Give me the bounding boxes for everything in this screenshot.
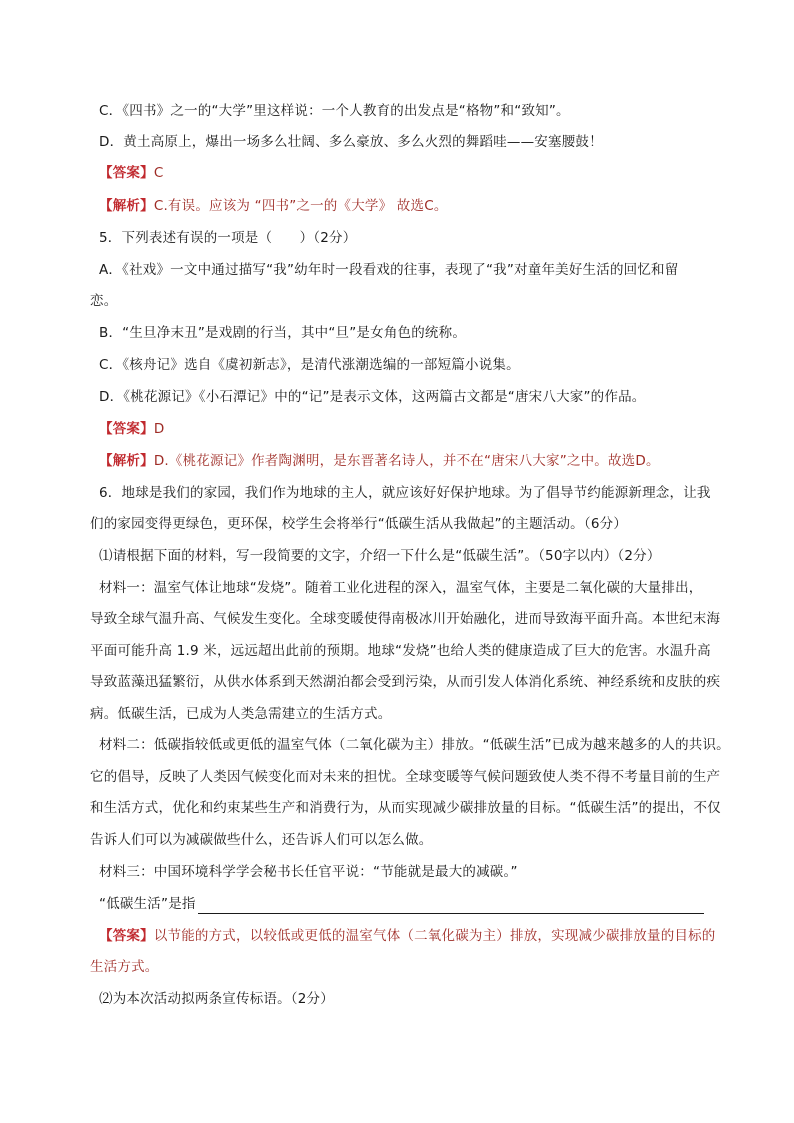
analysis-text: D.《桃花源记》作者陶渊明，是东晋著名诗人，并不在“唐宋八大家”之中。故选D。 xyxy=(153,453,660,469)
fill-in-blank xyxy=(99,894,704,914)
material-3: 材料三：中国环境科学学会秘书长任官平说：“节能就是最大的减碳。” xyxy=(99,864,518,880)
q4-analysis xyxy=(99,196,448,216)
answer-blank-line[interactable] xyxy=(198,898,704,914)
answer-text: 以节能的方式，以较低或更低的温室气体（二氧化碳为主）排放，实现减少碳排放量的目标的 xyxy=(153,928,716,944)
q5-stem: 5．下列表述有误的一项是（ ）（2分） xyxy=(99,230,357,246)
material-2-line: 告诉人们可以为减碳做些什么，还告诉人们可以怎么做。 xyxy=(90,832,433,848)
q6-stem: 6．地球是我们的家园，我们作为地球的主人，就应该好好保护地球。为了倡导节约能源新理念，让我 xyxy=(99,485,711,501)
fill-prompt: “低碳生活”是指 xyxy=(99,896,196,912)
answer-value: C xyxy=(153,165,164,181)
q6-answer xyxy=(99,926,716,946)
analysis-tag: 【解析】 xyxy=(99,198,154,214)
q5-option-b: B．“生旦净末丑”是戏剧的行当，其中“旦”是女角色的统称。 xyxy=(99,325,467,341)
q6-stem-cont: 们的家园变得更绿色，更环保，校学生会将举行“低碳生活从我做起”的主题活动。（6分） xyxy=(90,516,628,532)
q4-option-c: C．《四书》之一的“大学”里这样说：一个人教育的出发点是“格物”和“致知”。 xyxy=(99,103,570,119)
q5-answer xyxy=(99,419,164,439)
analysis-tag: 【解析】 xyxy=(99,453,154,469)
material-1-line: 平面可能升高 1.9 米，远远超出此前的预期。地球“发烧”也给人类的健康造成了巨大的危害。水温升高 xyxy=(90,643,711,659)
answer-value: D xyxy=(153,421,165,437)
material-1-line: 病。低碳生活，已成为人类急需建立的生活方式。 xyxy=(90,706,392,722)
material-1-line: 导致蓝藻迅猛繁衍，从供水体系到天然湖泊都会受到污染，从而引发人体消化系统、神经系统和皮肤的疾 xyxy=(90,674,721,690)
answer-tag: 【答案】 xyxy=(99,928,154,944)
material-1-line: 导致全球气温升高、气候发生变化。全球变暖使得南极冰川开始融化，进而导致海平面升高。本世纪末海 xyxy=(90,611,721,627)
material-2: 材料二：低碳指较低或更低的温室气体（二氧化碳为主）排放。“低碳生活”已成为越来越多的人的共识。 xyxy=(99,737,730,753)
material-2-line: 它的倡导，反映了人类因气候变化而对未来的担忧。全球变暖等气候问题致使人类不得不考量目前的生产 xyxy=(90,769,721,785)
material-1: 材料一：温室气体让地球“发烧”。随着工业化进程的深入，温室气体，主要是二氧化碳的大量排出， xyxy=(99,580,703,596)
q5-option-a-cont: 恋。 xyxy=(90,293,118,309)
q5-option-d: D．《桃花源记》《小石潭记》中的“记”是表示文体，这两篇古文都是“唐宋八大家”的作品。 xyxy=(99,389,646,405)
analysis-text: C.有误。应该为 “四书”之一的《大学》 故选C。 xyxy=(153,198,448,214)
q5-option-c: C．《核舟记》选自《虞初新志》，是清代涨潮选编的一部短篇小说集。 xyxy=(99,357,520,373)
answer-tag: 【答案】 xyxy=(99,165,154,181)
q6-answer-cont: 生活方式。 xyxy=(90,959,159,975)
q4-answer xyxy=(99,163,163,183)
q6-sub1: ⑴请根据下面的材料，写一段简要的文字，介绍一下什么是“低碳生活”。（50字以内）（2分） xyxy=(99,548,661,564)
material-2-line: 和生活方式，优化和约束某些生产和消费行为，从而实现减少碳排放量的目标。“低碳生活”的提出，不仅 xyxy=(90,800,721,816)
q5-option-a: A．《社戏》一文中通过描写“我”幼年时一段看戏的往事，表现了“我”对童年美好生活的回忆和留 xyxy=(99,262,679,278)
answer-tag: 【答案】 xyxy=(99,421,154,437)
q5-analysis xyxy=(99,451,660,471)
q6-sub2: ⑵为本次活动拟两条宣传标语。（2分） xyxy=(99,991,334,1007)
q4-option-d: D．黄土高原上，爆出一场多么壮阔、多么豪放、多么火烈的舞蹈哇——安塞腰鼓！ xyxy=(99,134,603,150)
